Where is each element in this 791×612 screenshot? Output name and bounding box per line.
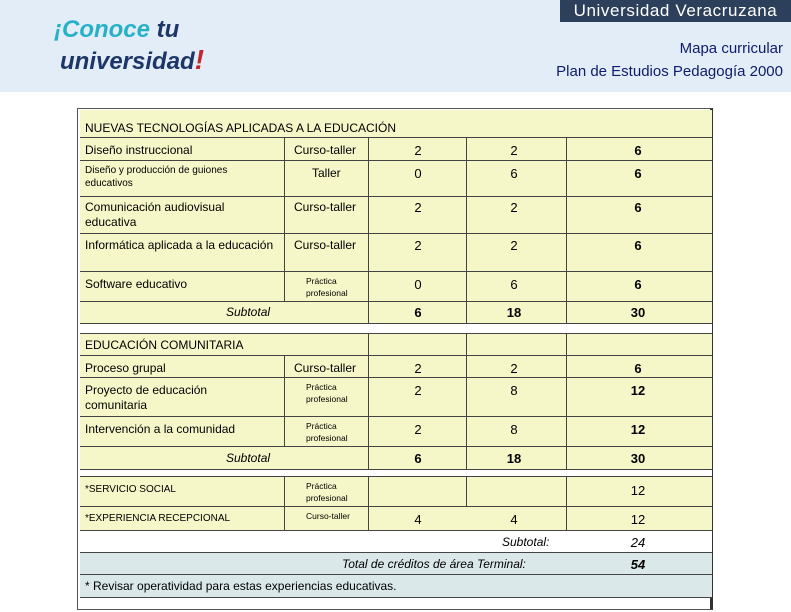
credit-value: 8 (510, 422, 518, 437)
subtotal-total: 30 (630, 451, 646, 466)
footnote-row (80, 575, 712, 597)
col-divider (466, 333, 467, 469)
course-name: Comunicación audiovisual educativa (85, 200, 225, 229)
logo-line2-wrap (60, 44, 204, 76)
course-type: Curso-taller (294, 238, 357, 252)
row-divider (80, 377, 712, 378)
total-value: 54 (630, 557, 646, 572)
credit-value: 2 (414, 238, 422, 253)
credit-total: 12 (630, 512, 646, 527)
divider (80, 597, 712, 598)
logo-tu: tu (156, 16, 180, 43)
course-name: Proceso grupal (85, 361, 166, 375)
subtotal-value: 6 (414, 305, 422, 320)
course-type: Taller (312, 166, 341, 180)
course-name: *EXPERIENCIA RECEPCIONAL (85, 513, 231, 524)
subtotal-value: 18 (506, 305, 522, 320)
credit-total: 6 (634, 238, 642, 253)
row-divider (80, 233, 712, 234)
credit-value: 0 (414, 166, 422, 181)
credit-total: 12 (630, 383, 646, 398)
credit-value: 2 (414, 383, 422, 398)
course-type: Práctica profesional (306, 276, 348, 298)
section-title: NUEVAS TECNOLOGÍAS APLICADAS A LA EDUCACIÓN (85, 121, 396, 135)
credit-value: 2 (510, 143, 518, 158)
credit-value: 2 (414, 200, 422, 215)
credit-total: 6 (634, 143, 642, 158)
credit-total: 12 (630, 422, 646, 437)
course-type: Práctica profesional (306, 421, 348, 443)
course-name: *SERVICIO SOCIAL (85, 484, 176, 495)
subtotal-total: 30 (630, 305, 646, 320)
credit-total: 6 (634, 200, 642, 215)
logo (54, 16, 179, 44)
course-type: Práctica profesional (306, 481, 348, 503)
course-name: Diseño y producción de guiones educativos (85, 165, 228, 189)
logo-line1: ¡Conoce (54, 16, 150, 43)
divider (80, 506, 712, 507)
section-header (80, 333, 712, 355)
logo-exclamation: ! (194, 44, 205, 75)
credit-total: 6 (634, 277, 642, 292)
credit-value: 2 (414, 422, 422, 437)
row-divider (80, 301, 712, 302)
row-divider (80, 416, 712, 417)
col-divider (466, 476, 467, 506)
divider (80, 333, 712, 334)
section-header (80, 110, 712, 137)
subtotal-value: 6 (414, 451, 422, 466)
row-divider (80, 160, 712, 161)
course-name: Informática aplicada a la educación (85, 238, 274, 252)
course-name: Proyecto de educación comunitaria (85, 383, 208, 412)
subtotal-label: Subtotal (226, 451, 271, 465)
total-row (80, 553, 712, 574)
credit-value: 0 (414, 277, 422, 292)
credit-value: 4 (414, 512, 422, 527)
course-type: Curso-taller (294, 361, 357, 375)
credit-value: 2 (510, 200, 518, 215)
credit-value: 2 (414, 361, 422, 376)
row-divider (80, 271, 712, 272)
col-divider (368, 138, 369, 323)
col-divider (566, 138, 567, 323)
page-subtitle: Plan de Estudios Pedagogía 2000 (556, 63, 783, 80)
final-subtotal-value: 24 (630, 535, 646, 550)
total-label: Total de créditos de área Terminal: (342, 557, 526, 571)
col-divider (368, 333, 369, 469)
row-divider (80, 446, 712, 447)
credit-total: 12 (630, 483, 646, 498)
final-subtotal-label: Subtotal: (502, 535, 550, 549)
credit-value: 2 (510, 238, 518, 253)
col-divider (368, 476, 369, 530)
footnote: * Revisar operatividad para estas experiencias educativas. (85, 579, 397, 593)
col-divider (284, 356, 285, 446)
credit-value: 6 (510, 277, 518, 292)
row-divider (80, 196, 712, 197)
subtotal-label: Subtotal (226, 305, 271, 319)
university-banner: Universidad Veracruzana (560, 0, 791, 22)
credit-value: 8 (510, 383, 518, 398)
credit-value: 4 (510, 512, 518, 527)
credit-value: 2 (414, 143, 422, 158)
credit-value: 2 (510, 361, 518, 376)
course-name: Diseño instruccional (85, 143, 193, 157)
col-divider (566, 333, 567, 469)
credit-value: 6 (510, 166, 518, 181)
divider (80, 476, 712, 477)
col-divider (466, 138, 467, 323)
course-type: Práctica profesional (306, 382, 348, 404)
course-type: Curso-taller (306, 511, 350, 521)
spacer (80, 324, 712, 333)
col-divider (284, 476, 285, 530)
page-title: Mapa curricular (679, 40, 783, 57)
subtotal-value: 18 (506, 451, 522, 466)
course-name: Software educativo (85, 277, 188, 291)
section-title: EDUCACIÓN COMUNITARIA (85, 338, 244, 352)
logo-line2: universidad (60, 48, 195, 75)
final-subtotal-row (80, 531, 712, 552)
course-name: Intervención a la comunidad (85, 422, 236, 436)
credit-total: 6 (634, 166, 642, 181)
course-type: Curso-taller (294, 200, 357, 214)
credit-total: 6 (634, 361, 642, 376)
col-divider (284, 138, 285, 301)
course-type: Curso-taller (294, 143, 357, 157)
